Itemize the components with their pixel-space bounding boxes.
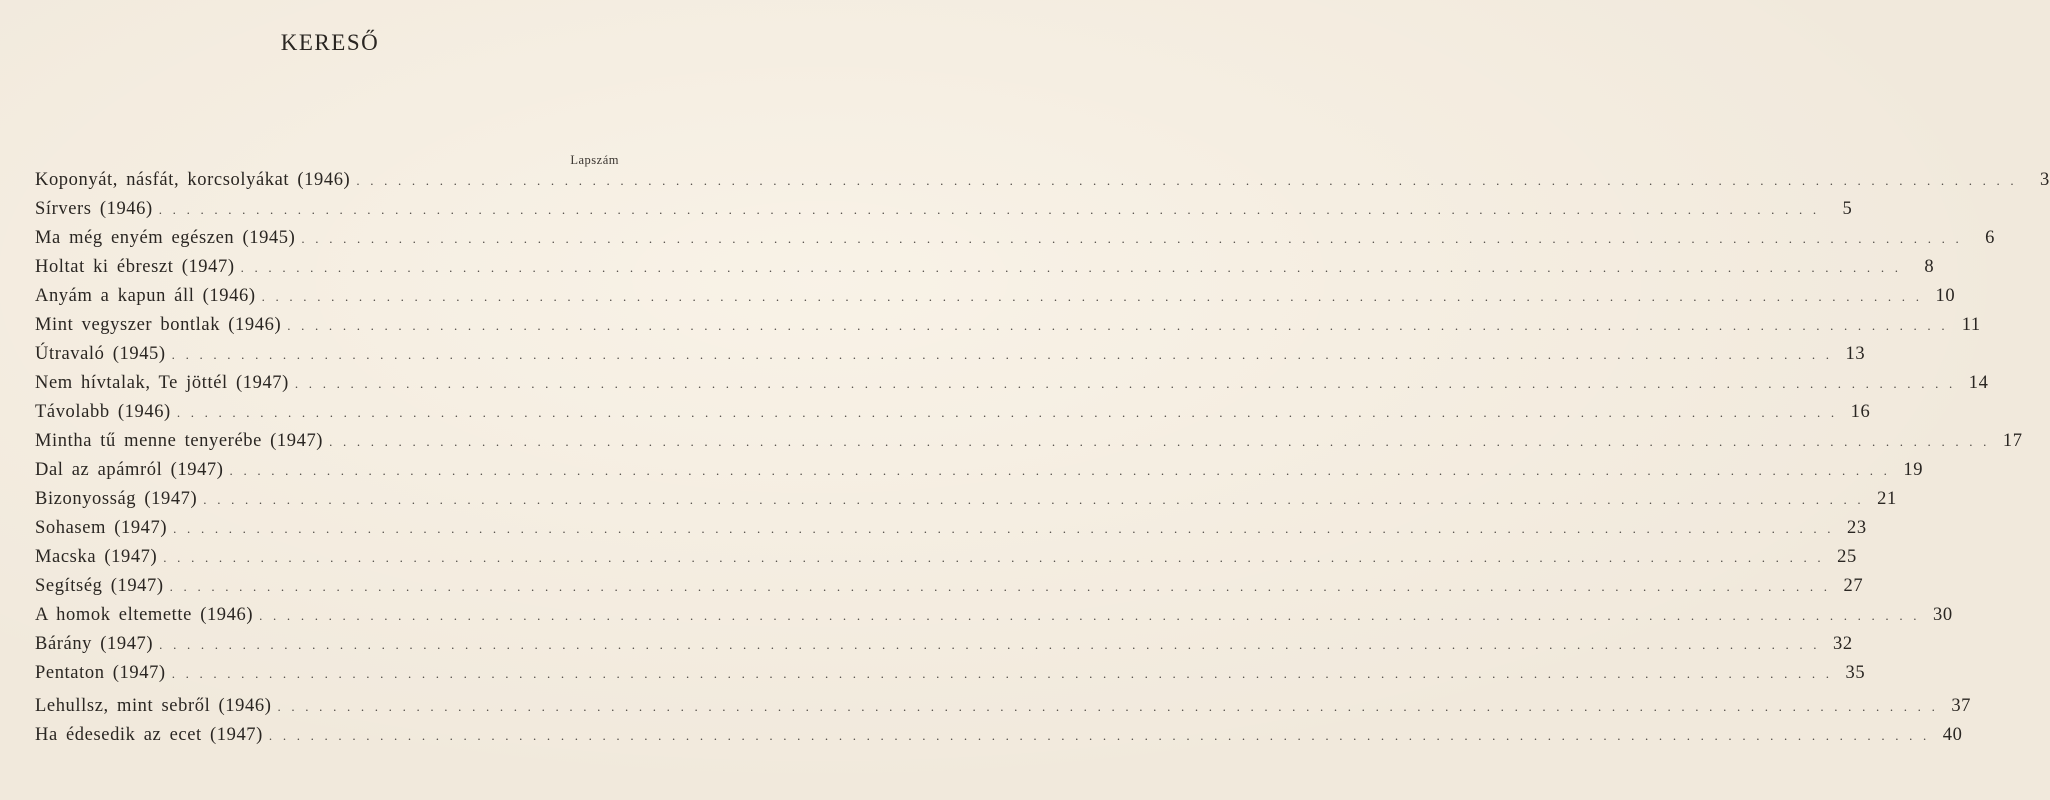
leader-dots: . . . . . . . . . . . . . . . . . . . . . . . . . . . . . . . . . . . . . . . . . . . . . . . . . . . . . . . . . . . . . . . . . . . . . . . . . . . . . . . . . . . . . . . . . . . . . . . . . . . . . . . . . . . . . . . . . . . . . . . . [301, 231, 1961, 246]
toc-entry-title: Mint vegyszer bontlak (1946) [35, 315, 282, 335]
leader-dots: . . . . . . . . . . . . . . . . . . . . . . . . . . . . . . . . . . . . . . . . . . . . . . . . . . . . . . . . . . . . . . . . . . . . . . . . . . . . . . . . . . . . . . . . . . . . . . . . . . . . . . . . . . . . . . . . . . . . . . . . [329, 434, 1989, 449]
toc-entry [35, 634, 1853, 663]
toc-entry-title: Pentaton (1947) [35, 663, 166, 683]
leader-dots: . . . . . . . . . . . . . . . . . . . . . . . . . . . . . . . . . . . . . . . . . . . . . . . . . . . . . . . . . . . . . . . . . . . . . . . . . . . . . . . . . . . . . . . . . . . . . . . . . . . . . . . . . . . . . . . . . . . . . . . . [171, 666, 1832, 681]
leader-dots: . . . . . . . . . . . . . . . . . . . . . . . . . . . . . . . . . . . . . . . . . . . . . . . . . . . . . . . . . . . . . . . . . . . . . . . . . . . . . . . . . . . . . . . . . . . . . . . . . . . . . . . . . . . . . . . . . . . . . . . . [171, 347, 1832, 362]
toc-entry-title: Koponyát, násfát, korcsolyákat (1946) [35, 170, 351, 190]
toc-entry-title: Bárány (1947) [35, 634, 154, 654]
leader-dots: . . . . . . . . . . . . . . . . . . . . . . . . . . . . . . . . . . . . . . . . . . . . . . . . . . . . . . . . . . . . . . . . . . . . . . . . . . . . . . . . . . . . . . . . . . . . . . . . . . . . . . . . . . . . . . . . . . . . . . . . [294, 376, 1955, 391]
toc-entry [35, 170, 2050, 199]
toc-entry-page: 17 [2002, 431, 2023, 451]
leader-dots: . . . . . . . . . . . . . . . . . . . . . . . . . . . . . . . . . . . . . . . . . . . . . . . . . . . . . . . . . . . . . . . . . . . . . . . . . . . . . . . . . . . . . . . . . . . . . . . . . . . . . . . . . . . . . . . . . . . . . . . . [240, 260, 1901, 275]
toc-entry [35, 344, 1866, 373]
toc-entry [35, 489, 1897, 518]
toc-entry [35, 605, 1953, 634]
toc-entry-page: 27 [1843, 576, 1864, 596]
leader-dots: . . . . . . . . . . . . . . . . . . . . . . . . . . . . . . . . . . . . . . . . . . . . . . . . . . . . . . . . . . . . . . . . . . . . . . . . . . . . . . . . . . . . . . . . . . . . . . . . . . . . . . . . . . . . . . . . . . . . . . . . [176, 405, 1837, 420]
toc-entry-title: Macska (1947) [35, 547, 158, 567]
toc-entry-page: 5 [1842, 199, 1853, 219]
toc-entry-page: 40 [1942, 725, 1963, 745]
toc-entry-page: 23 [1847, 518, 1867, 538]
toc-entry [35, 663, 1866, 692]
toc-entry-title: A homok eltemette (1946) [35, 605, 254, 625]
toc-entry-page: 16 [1850, 402, 1871, 422]
toc-entry-title: Segítség (1947) [35, 576, 164, 596]
toc-entry-page: 25 [1837, 547, 1857, 567]
toc-entry [35, 286, 1956, 315]
toc-entry [35, 696, 1972, 725]
toc-entry [35, 576, 1864, 605]
toc-entry [35, 199, 1853, 228]
toc-entry [35, 315, 1981, 344]
leader-dots: . . . . . . . . . . . . . . . . . . . . . . . . . . . . . . . . . . . . . . . . . . . . . . . . . . . . . . . . . . . . . . . . . . . . . . . . . . . . . . . . . . . . . . . . . . . . . . . . . . . . . . . . . . . . . . . . . . . . . . . . [259, 608, 1919, 623]
toc-entry-page: 3 [2040, 170, 2050, 190]
toc-entry [35, 518, 1867, 547]
leader-dots: . . . . . . . . . . . . . . . . . . . . . . . . . . . . . . . . . . . . . . . . . . . . . . . . . . . . . . . . . . . . . . . . . . . . . . . . . . . . . . . . . . . . . . . . . . . . . . . . . . . . . . . . . . . . . . . . . . . . . . . . [163, 550, 1823, 565]
toc-entry-title: Lehullsz, mint sebről (1946) [35, 696, 272, 716]
page-number-column-header: Lapszám [570, 153, 619, 167]
toc-entry-page: 10 [1935, 286, 1956, 306]
toc-entry-page: 8 [1924, 257, 1935, 277]
table-of-contents [35, 170, 2050, 754]
toc-entry [35, 725, 1963, 754]
toc-entry-title: Sírvers (1946) [35, 199, 153, 219]
toc-entry-title: Távolabb (1946) [35, 402, 171, 422]
leader-dots: . . . . . . . . . . . . . . . . . . . . . . . . . . . . . . . . . . . . . . . . . . . . . . . . . . . . . . . . . . . . . . . . . . . . . . . . . . . . . . . . . . . . . . . . . . . . . . . . . . . . . . . . . . . . . . . . . . . . . . . . [268, 728, 1929, 743]
toc-entry-page: 6 [1985, 228, 1995, 248]
toc-entry-title: Holtat ki ébreszt (1947) [35, 257, 235, 277]
toc-entry [35, 402, 1871, 431]
toc-entry-page: 35 [1845, 663, 1866, 683]
leader-dots: . . . . . . . . . . . . . . . . . . . . . . . . . . . . . . . . . . . . . . . . . . . . . . . . . . . . . . . . . . . . . . . . . . . . . . . . . . . . . . . . . . . . . . . . . . . . . . . . . . . . . . . . . . . . . . . . . . . . . . . . [169, 579, 1830, 594]
toc-entry-title: Ha édesedik az ecet (1947) [35, 725, 263, 745]
leader-dots: . . . . . . . . . . . . . . . . . . . . . . . . . . . . . . . . . . . . . . . . . . . . . . . . . . . . . . . . . . . . . . . . . . . . . . . . . . . . . . . . . . . . . . . . . . . . . . . . . . . . . . . . . . . . . . . . . . . . . . . . [287, 318, 1947, 333]
toc-entry-title: Nem hívtalak, Te jöttél (1947) [35, 373, 289, 393]
leader-dots: . . . . . . . . . . . . . . . . . . . . . . . . . . . . . . . . . . . . . . . . . . . . . . . . . . . . . . . . . . . . . . . . . . . . . . . . . . . . . . . . . . . . . . . . . . . . . . . . . . . . . . . . . . . . . . . . . . . . . . . . [356, 173, 2016, 188]
toc-entry-page: 21 [1877, 489, 1897, 509]
toc-entry-page: 30 [1932, 605, 1953, 625]
leader-dots: . . . . . . . . . . . . . . . . . . . . . . . . . . . . . . . . . . . . . . . . . . . . . . . . . . . . . . . . . . . . . . . . . . . . . . . . . . . . . . . . . . . . . . . . . . . . . . . . . . . . . . . . . . . . . . . . . . . . . . . . [203, 492, 1863, 507]
toc-entry-page: 37 [1951, 696, 1972, 716]
page-title: KERESŐ [280, 30, 380, 55]
toc-entry-page: 11 [1961, 315, 1981, 335]
leader-dots: . . . . . . . . . . . . . . . . . . . . . . . . . . . . . . . . . . . . . . . . . . . . . . . . . . . . . . . . . . . . . . . . . . . . . . . . . . . . . . . . . . . . . . . . . . . . . . . . . . . . . . . . . . . . . . . . . . . . . . . . [159, 637, 1819, 652]
toc-entry [35, 373, 1989, 402]
leader-dots: . . . . . . . . . . . . . . . . . . . . . . . . . . . . . . . . . . . . . . . . . . . . . . . . . . . . . . . . . . . . . . . . . . . . . . . . . . . . . . . . . . . . . . . . . . . . . . . . . . . . . . . . . . . . . . . . . . . . . . . . [277, 699, 1938, 714]
toc-entry-title: Ma még enyém egészen (1945) [35, 228, 296, 248]
toc-entry [35, 257, 1935, 286]
toc-entry-title: Anyám a kapun áll (1946) [35, 286, 256, 306]
leader-dots: . . . . . . . . . . . . . . . . . . . . . . . . . . . . . . . . . . . . . . . . . . . . . . . . . . . . . . . . . . . . . . . . . . . . . . . . . . . . . . . . . . . . . . . . . . . . . . . . . . . . . . . . . . . . . . . . . . . . . . . . [173, 521, 1833, 536]
toc-entry [35, 547, 1857, 576]
toc-entry [35, 228, 1995, 257]
toc-entry-title: Sohasem (1947) [35, 518, 168, 538]
leader-dots: . . . . . . . . . . . . . . . . . . . . . . . . . . . . . . . . . . . . . . . . . . . . . . . . . . . . . . . . . . . . . . . . . . . . . . . . . . . . . . . . . . . . . . . . . . . . . . . . . . . . . . . . . . . . . . . . . . . . . . . . [158, 202, 1819, 217]
toc-entry [35, 460, 1924, 489]
toc-entry-page: 19 [1903, 460, 1924, 480]
leader-dots: . . . . . . . . . . . . . . . . . . . . . . . . . . . . . . . . . . . . . . . . . . . . . . . . . . . . . . . . . . . . . . . . . . . . . . . . . . . . . . . . . . . . . . . . . . . . . . . . . . . . . . . . . . . . . . . . . . . . . . . . [229, 463, 1890, 478]
leader-dots: . . . . . . . . . . . . . . . . . . . . . . . . . . . . . . . . . . . . . . . . . . . . . . . . . . . . . . . . . . . . . . . . . . . . . . . . . . . . . . . . . . . . . . . . . . . . . . . . . . . . . . . . . . . . . . . . . . . . . . . . [261, 289, 1922, 304]
toc-entry-page: 14 [1968, 373, 1989, 393]
toc-entry-page: 32 [1833, 634, 1853, 654]
toc-entry-title: Mintha tű menne tenyerébe (1947) [35, 431, 324, 451]
toc-entry-title: Dal az apámról (1947) [35, 460, 224, 480]
toc-entry-title: Útravaló (1945) [35, 344, 166, 364]
toc-entry [35, 431, 2023, 460]
toc-entry-title: Bizonyosság (1947) [35, 489, 198, 509]
toc-entry-page: 13 [1845, 344, 1866, 364]
